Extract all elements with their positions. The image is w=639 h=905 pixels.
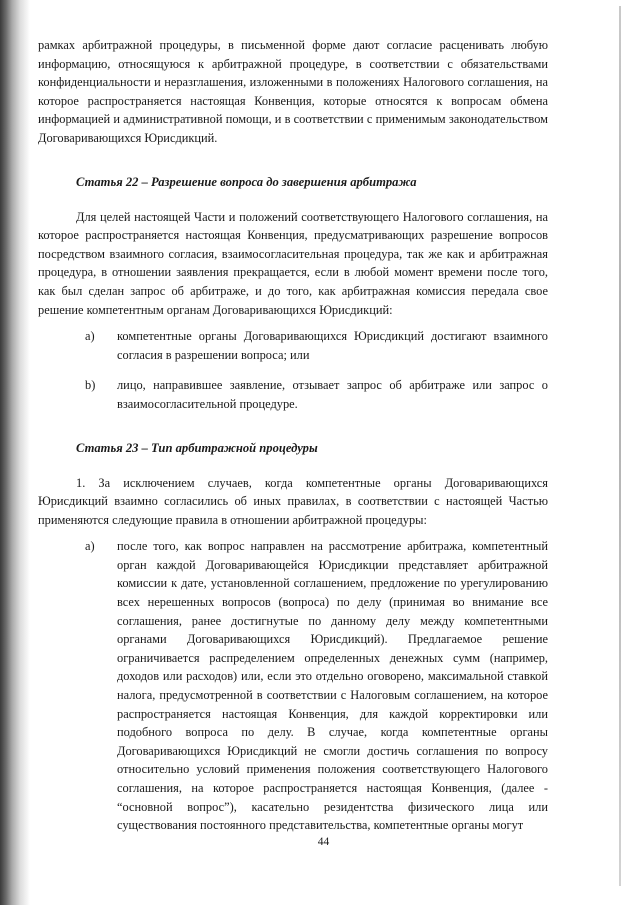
scan-shadow-left bbox=[0, 0, 30, 905]
article-23-paragraph: 1. За исключением случаев, когда компетентные органы Договаривающихся Юрисдикций взаимно согласились об иных правилах, в соответствии с настоящей Частью применяются следующие правила в отношении арбитражной процедуры: bbox=[38, 475, 548, 527]
list-marker: a) bbox=[85, 539, 95, 554]
list-item bbox=[38, 376, 548, 413]
list-item bbox=[38, 327, 548, 364]
page-number: 44 bbox=[317, 836, 330, 848]
article-22-heading: Статья 22 – Разрешение вопроса до завершения арбитража bbox=[76, 174, 417, 189]
article-23-heading: Статья 23 – Тип арбитражной процедуры bbox=[76, 440, 318, 455]
list-item bbox=[38, 537, 548, 835]
list-item-text: компетентные органы Договаривающихся Юрисдикций достигают взаимного согласия в разрешении вопроса; или bbox=[117, 329, 548, 362]
scan-edge-line bbox=[619, 6, 621, 886]
list-marker: b) bbox=[85, 378, 96, 393]
article-23-list bbox=[38, 537, 548, 835]
intro-paragraph: рамках арбитражной процедуры, в письменной форме дают согласие расценивать любую информацию, относящуюся к арбитражной процедуре, в соответствии с обязательствами конфиденциальности и неразглашения, изложенными в положениях Налогового соглашения, на которое распространяется настоящая Конвенция, которые относятся к вопросам обмена информацией и административной помощи, и в соответствии с применимым законодательством Договаривающихся Юрисдикций. bbox=[38, 38, 548, 145]
article-22-paragraph: Для целей настоящей Части и положений соответствующего Налогового соглашения, на которое распространяется настоящая Конвенция, предусматривающих разрешение вопросов посредством взаимного согласия, взаимосогласительная процедура, так же как и арбитражная процедура, в отношении заявления прекращается, если в любой момент времени после того, как был сделан запрос об арбитраже, и до того, как арбитражная комиссия передала свое решение компетентным органам Договаривающихся Юрисдикций: bbox=[38, 209, 548, 317]
list-item-text: после того, как вопрос направлен на рассмотрение арбитража, компетентный орган каждой Договаривающейся Юрисдикции представляет арбитражной комиссии к дате, установленной соглашением, предложение по урегулированию всех нерешенных вопросов (вопроса) по делу (принимая во внимание все соглашения, ранее достигнутые по данному делу между компетентными органами Договаривающихся Юрисдикций). Предлагаемое решение ограничивается распределением определенных денежных сумм (например, доходов или расходов) или, если это отдельно оговорено, максимальной ставкой налога, предусмотренной в соответствии с Налоговым соглашением, на которое распространяется настоящая Конвенция, для каждой корректировки или подобного вопроса по делу. В случае, когда компетентные органы Договаривающихся Юрисдикций не смогли достичь соглашения по вопросу относительно условий применения положения соответствующего Налогового соглашения, на которое распространяется настоящая Конвенция, (далее - “основной вопрос”), касательно резидентства физического лица или существования постоянного представительства, компетентные органы могут bbox=[117, 539, 548, 833]
list-item-text: лицо, направившее заявление, отзывает запрос об арбитраже или запрос о взаимосогласительной процедуре. bbox=[117, 378, 548, 411]
document-page bbox=[38, 36, 548, 847]
list-marker: a) bbox=[85, 329, 95, 344]
article-22-list bbox=[38, 327, 548, 413]
